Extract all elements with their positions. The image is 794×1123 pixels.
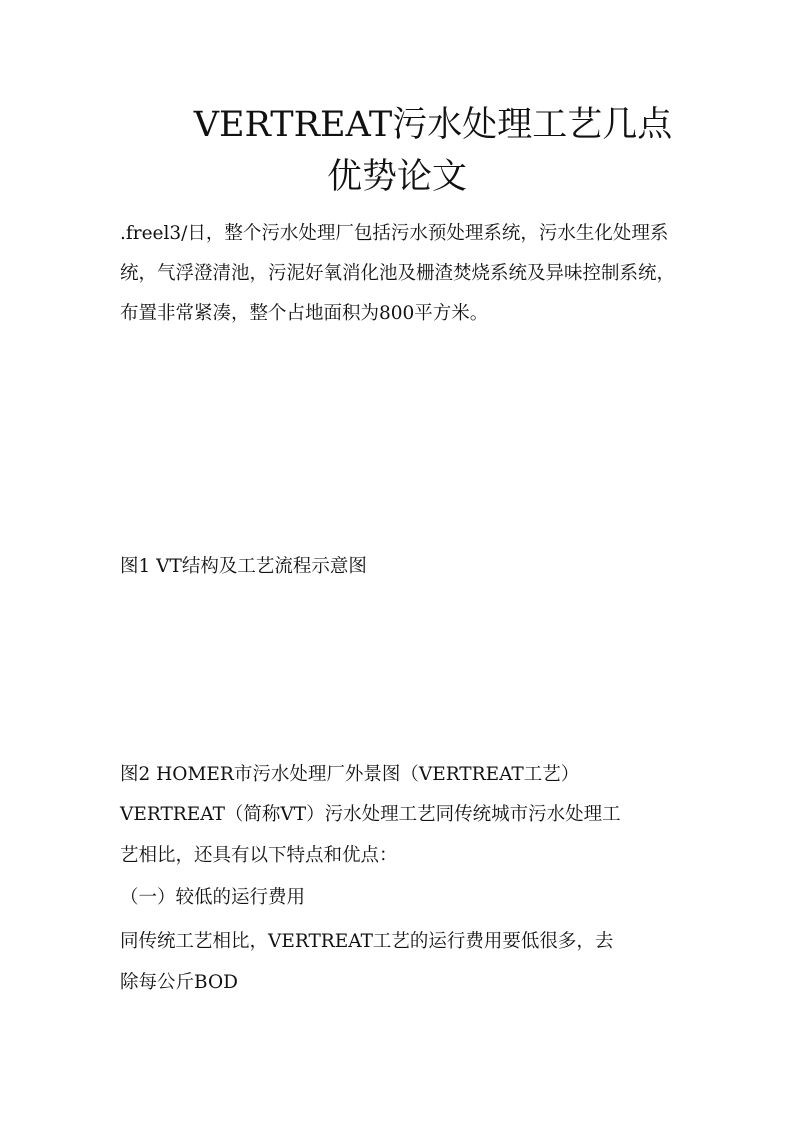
document-title-line-2: 优势论文 bbox=[326, 157, 467, 197]
document-title-line-1: VERTREAT污水处理工艺几点 bbox=[193, 105, 673, 145]
intro-paragraph: .freel3/日，整个污水处理厂包括污水预处理系统，污水生化处理系统，气浮澄清池，污泥好氧消化池及栅渣焚烧系统及异味控制系统，布置非常紧凑，整个占地面积为800平方米。 bbox=[120, 223, 676, 324]
comparison-line-1: VERTREAT（简称VT）污水处理工艺同传统城市污水处理工 bbox=[120, 804, 621, 825]
figure-2-caption: 图2 HOMER市污水处理厂外景图（VERTREAT工艺） bbox=[120, 764, 580, 785]
section-1-line-1: 同传统工艺相比，VERTREAT工艺的运行费用要低很多，去 bbox=[120, 931, 614, 952]
comparison-line-2: 艺相比，还具有以下特点和优点： bbox=[120, 845, 398, 866]
section-1-line-2: 除每公斤BOD bbox=[120, 972, 238, 993]
figure-1-caption: 图1 VT结构及工艺流程示意图 bbox=[120, 556, 367, 577]
section-1-heading: （一）较低的运行费用 bbox=[120, 887, 306, 908]
